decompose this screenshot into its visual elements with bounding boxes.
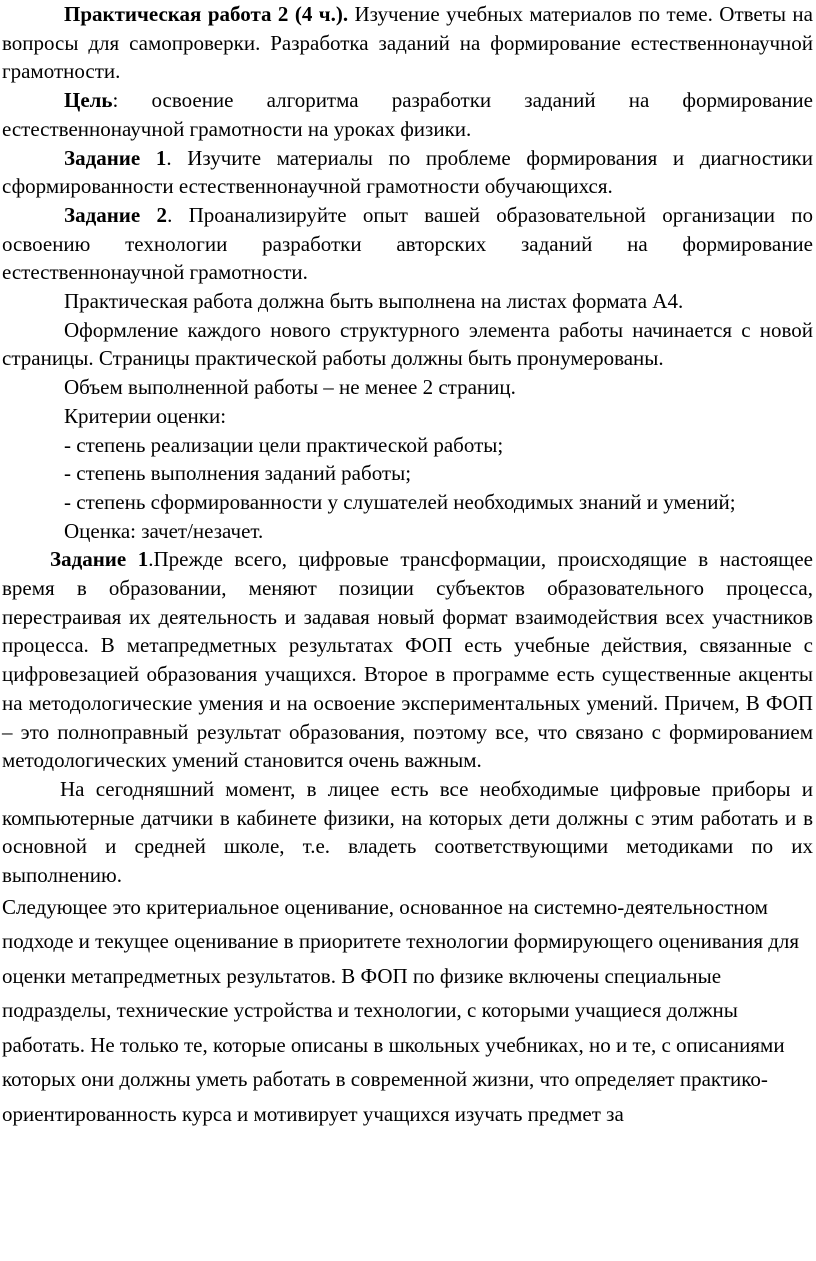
criteria-item-tasks: - степень выполнения заданий работы;	[64, 461, 412, 486]
paragraph-grading: Оценка: зачет/незачет.	[64, 518, 264, 543]
paragraph-practical-work-title	[2, 0, 813, 86]
task-1-label: Задание 1	[64, 145, 167, 170]
task-2-text: . Проанализируйте опыт вашей образовательной организации по освоению технологии разработки авторских заданий на формирование естественнонаучной грамотности.	[2, 202, 814, 285]
paragraph-format-requirement: Практическая работа должна быть выполнена на листах формата А4.	[64, 289, 684, 314]
paragraph-answer-task-1	[2, 545, 813, 775]
goal-text: : освоение алгоритма разработки заданий на формирование естественнонаучной грамотности на уроках физики.	[2, 88, 813, 141]
paragraph-structure-requirement: Оформление каждого нового структурного элемента работы начинается с новой страницы. Страницы практической работы должны быть пронумерованы.	[2, 317, 813, 371]
task-2-label: Задание 2	[64, 202, 168, 227]
task-1-text: . Изучите материалы по проблеме формирования и диагностики сформированности естественнонаучной грамотности обучающихся.	[2, 145, 813, 199]
criteria-item-goal: - степень реализации цели практической работы;	[64, 432, 504, 457]
practical-work-topic: Изучение учебных материалов по теме. Ответы на вопросы для самопроверки. Разработка заданий на формирование естественнонаучной грамотности.	[2, 2, 813, 84]
answer-task-1-label: Задание 1	[50, 547, 149, 572]
paragraph-goal	[2, 86, 813, 143]
paragraph-volume-requirement: Объем выполненной работы – не менее 2 страниц.	[64, 375, 516, 400]
paragraph-task-1	[2, 144, 813, 201]
paragraph-task-2	[2, 201, 813, 287]
practical-work-heading: Практическая работа 2 (4 ч.).	[64, 2, 349, 26]
goal-label: Цель	[64, 88, 113, 113]
paragraph-lyceum-equipment: На сегодняшний момент, в лицее есть все необходимые цифровые приборы и компьютерные датчики в кабинете физики, на которых дети должны с этим работать и в основной и средней школе, т.е. владеть соответствующими методиками по их выполнению.	[2, 776, 813, 888]
paragraph-criteria-heading: Критерии оценки:	[64, 403, 227, 428]
paragraph-assessment: Следующее это критериальное оценивание, основанное на системно-деятельностном подходе и текущее оценивание в приоритете технологии формирующего оценивания для оценки метапредметных результатов. В ФОП по физике включены специальные подразделы, технические устройства и технологии, с которыми учащиеся должны работать. Не только те, которые описаны в школьных учебниках, но и те, с описаниями которых они должны уметь работать в современной жизни, что определяет практико-ориентированность курса и мотивирует учащихся изучать предмет за	[2, 894, 800, 1126]
criteria-item-skills: - степень сформированности у слушателей необходимых знаний и умений;	[64, 489, 736, 514]
answer-task-1-text: .Прежде всего, цифровые трансформации, происходящие в настоящее время в образовании, меняют позиции субъектов образовательного процесса, перестраивая их деятельность и задавая новый формат взаимодействия всех участников процесса. В метапредметных результатах ФОП есть учебные действия, связанные с цифровезацией образования учащихся. Второе в программе есть существенные акценты на методологические умения и на освоение экспериментальных умений. Причем, В ФОП – это полноправный результат образования, поэтому все, что связано с формированием методологических умений становится очень важным.	[2, 547, 813, 773]
